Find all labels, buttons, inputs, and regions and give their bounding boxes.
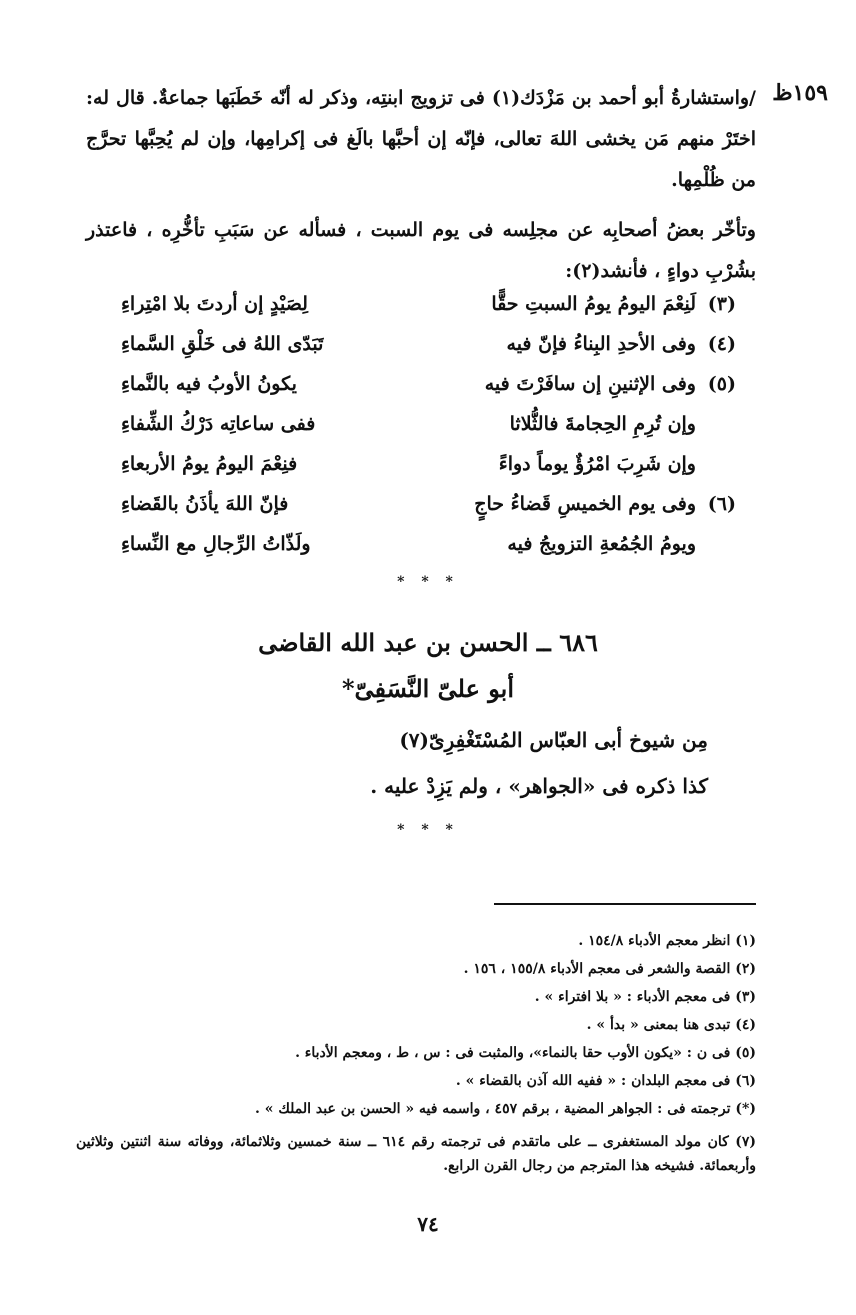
- footnote: (٦) فى معجم البلدان : « ففيه الله آذن بالقضاء » .: [455, 1073, 756, 1089]
- poem-verse: [121, 329, 736, 369]
- poem-verse: [121, 529, 696, 569]
- footnote: (٢) القصة والشعر فى معجم الأدباء ١٥٥/٨ ، ١٥٦ .: [463, 961, 756, 977]
- footnote-divider: [494, 903, 756, 905]
- poem: [121, 289, 736, 569]
- verse-first-hemistich: ويومُ الجُمُعةِ التزويجُ فيه: [507, 533, 696, 555]
- entry-subheading: أبو علىّ النَّسَفِىّ*: [341, 674, 515, 703]
- verse-footnote-ref: (٦): [707, 493, 736, 515]
- footnote: (٣) فى معجم الأدباء : « بلا افتراء » .: [534, 989, 756, 1005]
- footnote: (١) انظر معجم الأدباء ١٥٤/٨ .: [578, 933, 756, 949]
- footnote: (٧) كان مولد المستغفرى ــ على ماتقدم فى ترجمته رقم ٦١٤ ــ سنة خمسين وثلاثمائة، ووفاته سنة اثنتين وثلاثين وأربعمائة. فشيخه هذا المترجم من رجال القرن الرابع.: [76, 1134, 756, 1174]
- footnotes: [76, 927, 756, 1123]
- section-separator: * * *: [397, 822, 459, 838]
- verse-first-hemistich: لَنِعْمَ اليومُ يومُ السبتِ حقًّا: [491, 293, 696, 315]
- poem-verse: [121, 289, 736, 329]
- poem-verse: [121, 409, 696, 449]
- verse-second-hemistich: يكونُ الأوبُ فيه بالنَّماءِ: [121, 373, 297, 395]
- verse-first-hemistich: وفى يوم الخميسِ قَضاءُ حاجٍ: [474, 493, 696, 515]
- footnote: (٥) فى ن : «يكون الأوب حقا بالنماء»، والمثبت فى : س ، ط ، ومعجم الأدباء .: [295, 1045, 756, 1061]
- verse-second-hemistich: فنِعْمَ اليومُ يومُ الأربعاءِ: [121, 453, 298, 475]
- verse-second-hemistich: تَبَدّى اللهُ فى خَلْقِ السَّماءِ: [121, 333, 324, 355]
- entry-heading: ٦٨٦ ــ الحسن بن عبد الله القاضى: [258, 628, 598, 657]
- entry-line: كذا ذكره فى «الجواهر» ، ولم يَزِدْ عليه .: [370, 774, 708, 798]
- poem-verse: [121, 449, 696, 489]
- verse-footnote-ref: (٣): [707, 293, 736, 315]
- page-number: ٧٤: [417, 1212, 439, 1236]
- poem-verse: [121, 369, 736, 409]
- verse-first-hemistich: وإن شَرِبَ امْرُؤٌ يوماً دواءً: [498, 453, 696, 475]
- footnote: (*) ترجمته فى : الجواهر المضية ، برقم ٤٥٧ ، واسمه فيه « الحسن بن عبد الملك » .: [255, 1101, 756, 1117]
- verse-second-hemistich: ولَذّاتُ الرِّجالِ مع النِّساءِ: [121, 533, 311, 555]
- section-separator: * * *: [397, 574, 459, 590]
- poem-verse: [121, 489, 736, 529]
- folio-marker: ١٥٩ظ: [772, 80, 828, 106]
- footnote: (٤) تبدى هنا بمعنى « بدأ » .: [586, 1017, 756, 1033]
- paragraph-1: /واستشارةُ أبو أحمد بن مَزْدَك(١) فى تزويج ابنتِه، وذكر له أنّه خَطَبَها جماعةٌ. قال له: اختَرْ منهم مَن يخشى اللهَ تعالى، فإنّه إن أحبَّها بالَغ فى إكرامِها، وإن لم يُحِبَّها تحرَّج من ظُلْمِها.: [86, 87, 756, 191]
- verse-second-hemistich: لِصَيْدٍ إن أردتَ بلا امْتِراءِ: [121, 293, 308, 315]
- verse-second-hemistich: فإنّ اللهَ يأذَنُ بالقَضاءِ: [121, 493, 289, 515]
- verse-footnote-ref: (٥): [707, 373, 736, 395]
- verse-second-hemistich: ففى ساعاتِه دَرْكُ الشِّفاءِ: [121, 413, 316, 435]
- entry-line: مِن شيوخ أبى العبّاس المُسْتَغْفِرِىّ(٧): [399, 728, 708, 752]
- verse-footnote-ref: (٤): [707, 333, 736, 355]
- verse-first-hemistich: وإن تُرِمِ الحِجامةَ فالثُّلاثا: [509, 413, 696, 435]
- verse-first-hemistich: وفى الأحدِ البِناءُ فإنّ فيه: [506, 333, 696, 355]
- verse-first-hemistich: وفى الإثنينِ إن سافَرْتَ فيه: [484, 373, 696, 395]
- paragraph-2: وتأخّر بعضُ أصحابِه عن مجلِسه فى يوم السبت ، فسأله عن سَبَبِ تأخُّرِه ، فاعتذر بشُرْبِ دواءٍ ، فأنشد(٢):: [86, 219, 756, 282]
